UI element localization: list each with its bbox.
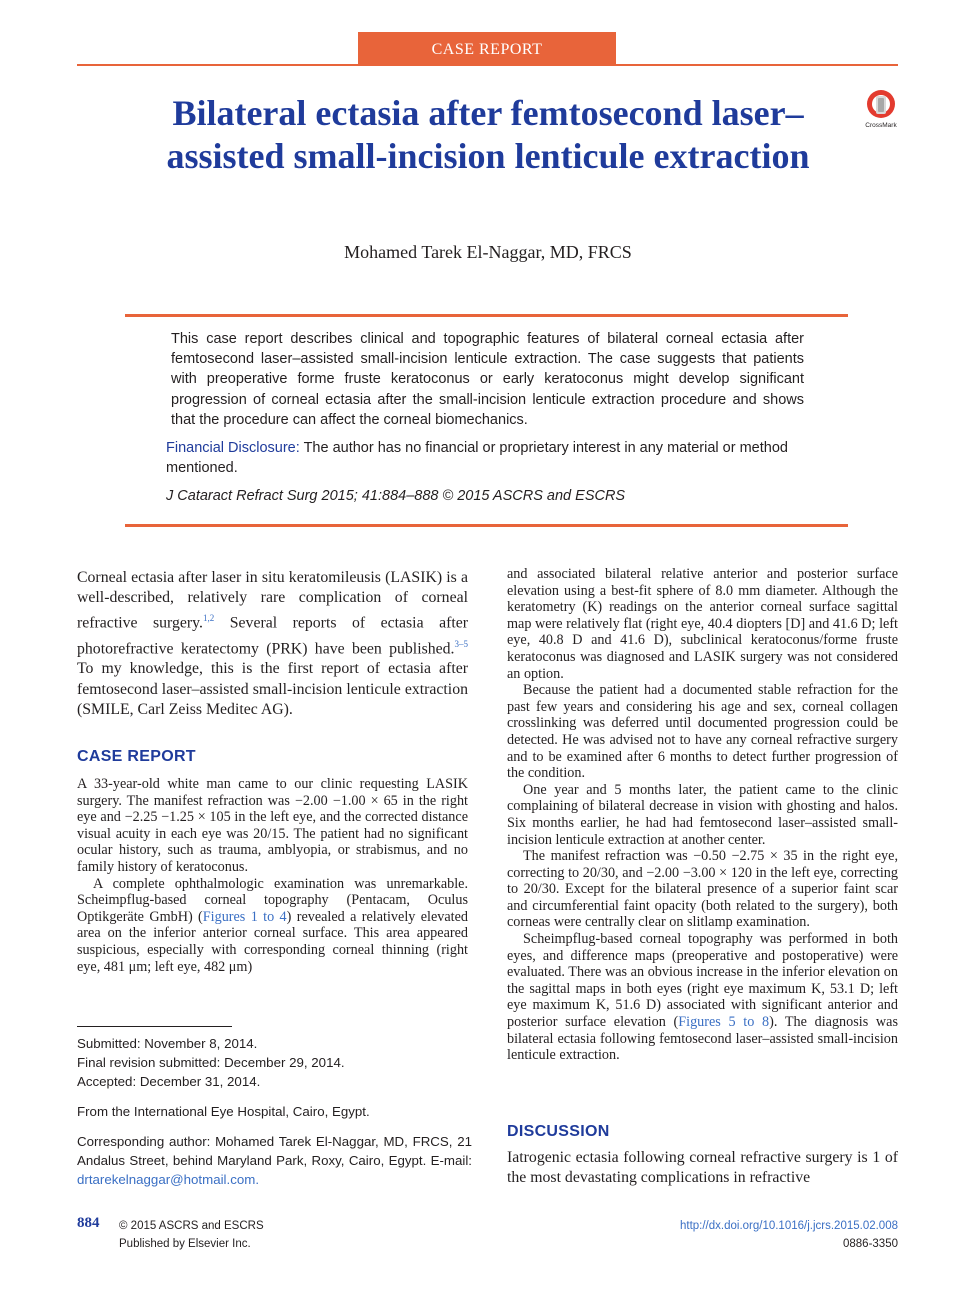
ref-link-3-5[interactable]: 3–5 — [454, 638, 468, 649]
page-number: 884 — [77, 1215, 100, 1231]
ref-link-1-2[interactable]: 1,2 — [203, 613, 215, 624]
right-paragraph-3: One year and 5 months later, the patient came to the clinic complaining of bilateral decrease in vision with ghosting and halos. Six months earlier, he had had femtosecond laser–assisted small-incision lenticule extraction at another center. — [507, 781, 898, 848]
case-paragraph-2-a: A complete ophthalmologic examination was unremarkable. Scheimpflug-based corneal topography (Pentacam, Oculus Optikgeräte GmbH) ( — [77, 875, 468, 925]
final-revision-date: Final revision submitted: December 29, 2014. — [77, 1055, 345, 1070]
abstract-bottom-rule — [125, 524, 848, 527]
figures-1-4-link[interactable]: Figures 1 to 4 — [202, 908, 287, 925]
footnote-rule — [77, 1026, 232, 1027]
intro-text-b: Several reports of ectasia after photorefractive keratectomy (PRK) have been published. — [77, 614, 469, 658]
issn: 0886-3350 — [843, 1238, 898, 1250]
corresponding-author — [77, 1132, 472, 1189]
accepted-date: Accepted: December 31, 2014. — [77, 1074, 261, 1089]
right-column-body — [507, 566, 898, 1064]
author-line: Mohamed Tarek El-Naggar, MD, FRCS — [344, 242, 632, 262]
disclosure-text: The author has no financial or proprietary interest in any material or method mentioned. — [166, 440, 788, 477]
intro-text-c: To my knowledge, this is the first report of ectasia after femtosecond laser–assisted small-incision lenticule extraction (SMILE, Carl Zeiss Meditec AG). — [77, 660, 468, 718]
case-paragraph-1: A 33-year-old white man came to our clinic requesting LASIK surgery. The manifest refraction was −2.00 −1.00 × 65 in the right eye and −2.25 −1.25 × 105 in the left eye, and the corrected distance visual acuity in each eye was 20/15. The patient had no significant ocular history, such as trauma, amblyopia, or strabismus, and no family history of keratoconus. — [77, 776, 468, 875]
footer-copyright: © 2015 ASCRS and ESCRS — [119, 1220, 264, 1232]
crossmark-label: CrossMark — [865, 122, 897, 129]
footer-left — [119, 1217, 264, 1253]
financial-disclosure — [166, 438, 808, 478]
crossmark-icon — [862, 88, 900, 130]
crossmark-badge[interactable] — [862, 88, 900, 130]
corresponding-text: Corresponding author: Mohamed Tarek El-Naggar, MD, FRCS, 21 Andalus Street, behind Maryland Park, Roxy, Cairo, Egypt. E-mail: — [77, 1134, 472, 1168]
case-report-heading: CASE REPORT — [77, 748, 196, 765]
right-paragraph-4: The manifest refraction was −0.50 −2.75 × 35 in the right eye, correcting to 20/30, and −2.00 −3.00 × 120 in the left eye, correcting to 20/30. Except for the bilateral presence of a superior faint scar and circumferential faint opacity (both related to the surgery), both corneas were centrally clear on slitlamp examination. — [507, 848, 898, 931]
section-label: CASE REPORT — [358, 32, 616, 66]
figures-5-8-link[interactable]: Figures 5 to 8 — [678, 1014, 770, 1031]
author-email-link[interactable]: drtarekelnaggar@hotmail.com. — [77, 1172, 260, 1187]
abstract-top-rule — [125, 314, 848, 317]
right-paragraph-1: and associated bilateral relative anterior and posterior surface elevation using a best-fit sphere of 8.0 mm diameter. Although the keratometry (K) readings on the anterior corneal surface sagittal map were relatively flat (right eye, 40.4 diopters [D] and 41.6 D; left eye, 40.8 D and 41.6 D), subclinical keratoconus/forme fruste keratoconus was diagnosed and LASIK surgery was not considered an option. — [507, 566, 898, 682]
intro-paragraph — [77, 568, 468, 720]
submitted-date: Submitted: November 8, 2014. — [77, 1036, 258, 1051]
intro-text-a: Corneal ectasia after laser in situ keratomileusis (LASIK) is a well-described, relatively rare complication of corneal refractive surgery. — [77, 569, 468, 632]
doi-link[interactable]: http://dx.doi.org/10.1016/j.jcrs.2015.02.008 — [679, 1220, 898, 1232]
case-paragraph-2 — [77, 876, 468, 976]
right-paragraph-5-a: Scheimpflug-based corneal topography was performed in both eyes, and difference maps (preoperative and postoperative) were evaluated. There was an obvious increase in the inferior elevation on the sagittal maps in both eyes (right eye maximum K, 53.1 D; left eye maximum K, 51.6 D) associated with significant anterior and posterior surface elevation ( — [507, 931, 898, 1031]
article-title: Bilateral ectasia after femtosecond laser–assisted small-incision lenticule extraction — [166, 93, 810, 176]
right-paragraph-5 — [507, 931, 898, 1064]
footer-right — [598, 1217, 898, 1253]
affiliation: From the International Eye Hospital, Cairo, Egypt. — [77, 1104, 370, 1119]
right-paragraph-5-b: ). The diagnosis was bilateral ectasia following femtosecond laser–assisted small-incision lenticule extraction. — [507, 1014, 898, 1064]
journal-citation: J Cataract Refract Surg 2015; 41:884–888 © 2015 ASCRS and ESCRS — [166, 488, 626, 504]
right-paragraph-2: Because the patient had a documented stable refraction for the past few years and considering his age and sex, corneal collagen crosslinking was deferred until documented progression could be detected. He was advised not to have any corneal refractive surgery and to be examined after 6 months to detect further progression of the condition. — [507, 682, 898, 782]
submission-dates — [77, 1034, 472, 1091]
case-paragraph-2-b: ) revealed a relatively elevated area on the inferior anterior corneal surface. This area appeared suspicious, especially with corresponding corneal thinning (right eye, 481 μm; left eye, 482 μm) — [77, 908, 468, 975]
disclosure-label: Financial Disclosure: — [166, 440, 300, 456]
discussion-paragraph: Iatrogenic ectasia following corneal refractive surgery is 1 of the most devastating complications in refractive — [507, 1149, 898, 1187]
footer-publisher: Published by Elsevier Inc. — [119, 1238, 251, 1250]
abstract-text: This case report describes clinical and topographic features of bilateral corneal ectasia after femtosecond laser–assisted small-incision lenticule extraction. The case suggests that patients with preoperative forme fruste keratoconus or early keratoconus might develop significant progression of corneal ectasia after the small-incision lenticule extraction procedure and shows that the procedure can affect the corneal biomechanics. — [171, 331, 804, 428]
case-report-body — [77, 776, 468, 975]
discussion-heading: DISCUSSION — [507, 1123, 610, 1140]
